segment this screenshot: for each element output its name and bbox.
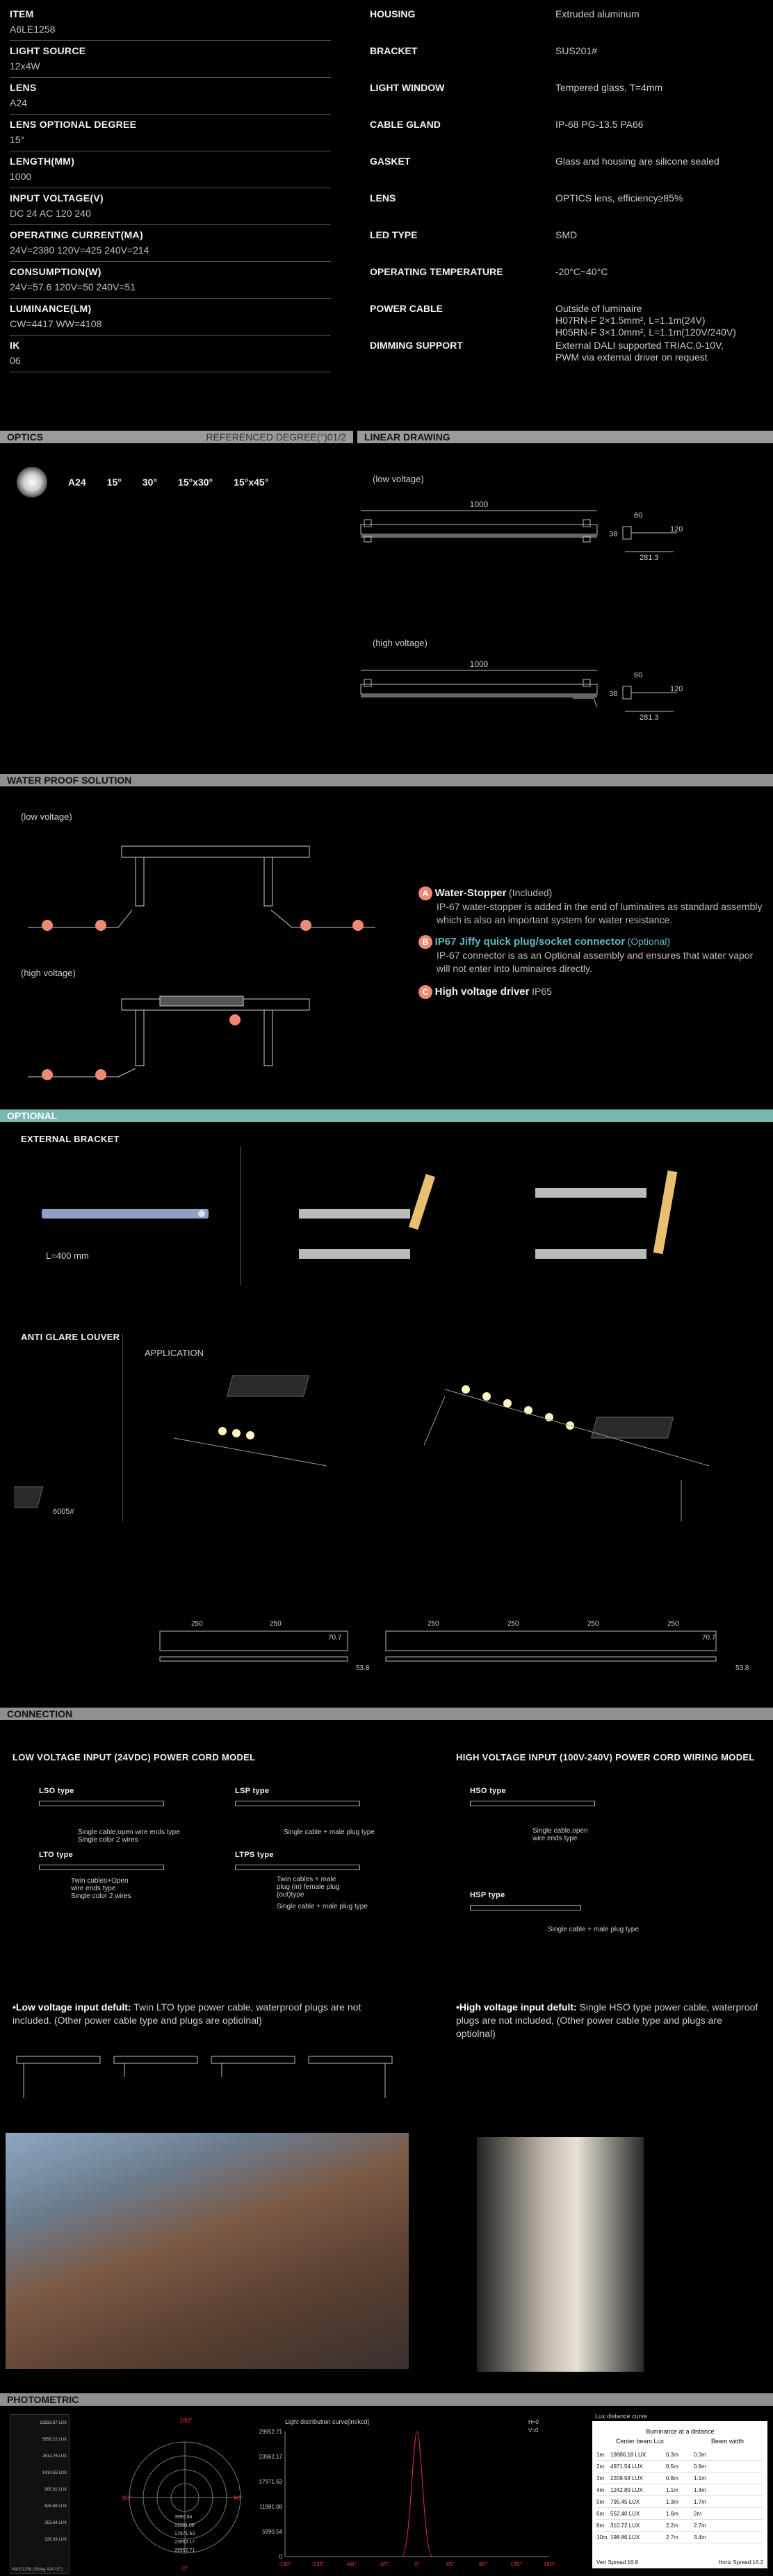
lux-cell: 1.7m xyxy=(694,2498,706,2505)
d250-f: 250 xyxy=(667,1620,679,1628)
louver-dims xyxy=(153,1605,765,1681)
distribution-curve xyxy=(250,2414,584,2574)
spec-label: ITEM xyxy=(10,8,34,19)
lto-label: LTO type xyxy=(39,1851,74,1859)
louver-drawing xyxy=(14,1362,772,1619)
lux-row xyxy=(596,2484,763,2496)
wp-a-sub: (Included) xyxy=(509,887,553,898)
lux-cell: 0.3m xyxy=(694,2451,706,2458)
application-label: APPLICATION xyxy=(145,1348,204,1358)
marker-a-icon: A xyxy=(418,886,432,900)
lsp-label: LSP type xyxy=(235,1787,270,1795)
lux-cell: 2.2m xyxy=(666,2522,678,2529)
y-tick: 17971.63 xyxy=(259,2479,282,2485)
lux-cell: 0.9m xyxy=(694,2463,706,2470)
optional-bar xyxy=(0,1109,773,1122)
high-title: HIGH VOLTAGE INPUT (100V-240V) POWER CORD WIRING MODEL xyxy=(456,1752,755,1762)
lux-cell: 3m xyxy=(596,2475,605,2482)
wp-c-sub: IP65 xyxy=(532,986,552,997)
h0: H=0 xyxy=(528,2419,539,2425)
hso-fixture xyxy=(470,1801,595,1806)
center-label: Center beam Lux xyxy=(615,2438,665,2445)
pv3: 23962.17 xyxy=(174,2540,195,2545)
lux-cell: 1242.89 LUX xyxy=(610,2486,643,2493)
lux-row xyxy=(596,2520,763,2532)
lto-text: Twin cables+Open wire ends type Single color 2 wires xyxy=(71,1877,131,1900)
spec-value: DC 24 AC 120 240 xyxy=(10,208,91,219)
side-lux-value: 2514.76 LUX xyxy=(42,2454,67,2459)
vspread: Vert Spread:16.8 xyxy=(596,2559,639,2566)
d538-b: 53.8 xyxy=(735,1665,749,1672)
hso-label: HSO type xyxy=(470,1787,506,1795)
x-tick: 135° xyxy=(510,2561,522,2568)
wp-a-title: Water-Stopper xyxy=(434,887,507,899)
spec-right-row xyxy=(370,79,759,116)
linear-high-drawing xyxy=(361,659,683,722)
spec-label: CABLE GLAND xyxy=(370,119,441,130)
connection-title: CONNECTION xyxy=(7,1708,73,1719)
spec-label: LENGTH(MM) xyxy=(10,156,75,167)
conn-lto xyxy=(39,1851,164,1900)
linear-title: LINEAR DRAWING xyxy=(364,431,450,443)
d60-high: 60 xyxy=(634,671,643,679)
lux-row xyxy=(596,2532,763,2543)
spec-label: CONSUMPTION(W) xyxy=(10,266,101,277)
lux-row xyxy=(596,2449,763,2461)
lens-thumbnail xyxy=(17,467,47,497)
spec-value: Tempered glass, T=4mm xyxy=(555,82,663,93)
low-note xyxy=(13,2001,374,2027)
lso-label: LSO type xyxy=(39,1787,74,1795)
hsp-fixture xyxy=(470,1905,581,1910)
d281-high: 281.3 xyxy=(640,713,659,722)
low-title: LOW VOLTAGE INPUT (24VDC) POWER CORD MODEL xyxy=(13,1752,256,1762)
spec-label: LIGHT SOURCE xyxy=(10,45,86,56)
lux-cell: 1.1m xyxy=(694,2475,706,2482)
spec-label: IK xyxy=(10,340,20,351)
spec-label: GASKET xyxy=(370,156,411,167)
d250-e: 250 xyxy=(587,1620,599,1628)
spec-value: IP-68 PG-13.5 PA66 xyxy=(555,119,644,130)
lux-cell: 0.3m xyxy=(666,2451,678,2458)
spec-value: External DALI supported TRIAC,0-10V, PWM via external driver on request xyxy=(555,340,724,363)
spec-value: SMD xyxy=(555,229,578,240)
polar-right: 90° xyxy=(234,2495,243,2502)
lux-cell: 1.4m xyxy=(694,2486,706,2493)
wp-b-title: IP67 Jiffy quick plug/socket connector xyxy=(434,936,626,948)
conn-hsp xyxy=(470,1891,639,1933)
lto-fixture xyxy=(39,1865,164,1870)
conn-hso xyxy=(470,1787,595,1842)
optics-deg-0: 15° xyxy=(106,477,122,488)
polar-diagram xyxy=(122,2414,247,2574)
spec-label: DIMMING SUPPORT xyxy=(370,340,463,351)
lux-cell: 3.4m xyxy=(694,2534,706,2541)
d250-c: 250 xyxy=(428,1620,439,1628)
waterproof-bar xyxy=(0,774,773,786)
side-lux-value: 226.33 LUX xyxy=(44,2538,67,2542)
lux-cell: 0.5m xyxy=(666,2463,678,2470)
d538-a: 53.8 xyxy=(356,1665,370,1672)
lux-cell: 19886.18 LUX xyxy=(610,2451,646,2458)
spec-label: OPERATING CURRENT(MA) xyxy=(10,229,143,240)
lso-text: Single cable,open wire ends type Single color 2 wires xyxy=(78,1828,180,1844)
lsp-text: Single cable + male plug type xyxy=(284,1828,375,1836)
spec-right-row xyxy=(370,226,759,263)
connection-bar xyxy=(0,1708,773,1720)
beam-label: Beam width xyxy=(710,2438,744,2445)
d707-a: 70.7 xyxy=(328,1634,342,1642)
spec-right-row xyxy=(370,6,759,42)
spec-value: CW=4417 WW=4108 xyxy=(10,318,102,329)
spec-right-row xyxy=(370,337,759,374)
lux-title: Lux distance curve xyxy=(595,2413,648,2420)
wp-c-title: High voltage driver xyxy=(434,986,530,998)
lux-cell: 5m xyxy=(596,2498,605,2505)
wp-high-label: (high voltage) xyxy=(21,968,76,978)
spec-value: Outside of luminaire H07RN-F 2×1.5mm², L=1.1m(24V) H05RN-F 3×1.0mm², L=1.1m(120V/240V) xyxy=(555,303,736,338)
x-tick: 0° xyxy=(414,2561,420,2568)
product-photo xyxy=(477,2137,644,2372)
y-tick: 0 xyxy=(279,2554,282,2560)
spec-left xyxy=(10,4,331,372)
lux-cell: 4971.54 LUX xyxy=(610,2463,643,2470)
high-note xyxy=(456,2001,762,2040)
installation-photo xyxy=(6,2133,409,2369)
side-lux-value: 5658.22 LUX xyxy=(42,2438,67,2442)
louver-code: 6005# xyxy=(53,1508,74,1516)
spec-right-row xyxy=(370,153,759,190)
ltps-fixture xyxy=(235,1865,360,1870)
bracket-drawing xyxy=(28,1195,236,1250)
hspread: Horiz Spread:16.2 xyxy=(718,2559,763,2566)
spec-label: INPUT VOLTAGE(V) xyxy=(10,192,104,204)
conn-lsp xyxy=(235,1787,375,1836)
polar-bottom: 0° xyxy=(182,2565,188,2572)
pv0: 3990.54 xyxy=(174,2515,193,2520)
spec-label: LIGHT WINDOW xyxy=(370,82,445,93)
d281-low: 281.3 xyxy=(640,554,659,562)
spec-value: Extruded aluminum xyxy=(555,8,640,19)
polar-top: 180° xyxy=(179,2417,193,2424)
spec-left-row xyxy=(10,115,331,151)
spec-left-row xyxy=(10,4,331,41)
lux-cell: 795.45 LUX xyxy=(610,2498,640,2505)
lux-cell: 8m xyxy=(596,2522,605,2529)
lso-fixture xyxy=(39,1801,164,1806)
spec-label: LENS OPTIONAL DEGREE xyxy=(10,119,137,130)
lux-cell: 10m xyxy=(596,2534,608,2541)
spec-label: LUMINANCE(LM) xyxy=(10,303,92,314)
hsp-label: HSP type xyxy=(470,1891,505,1899)
bracket-3d xyxy=(292,1167,709,1278)
low-note-text: Twin LTO type power cable, waterproof plugs are not included. (Other power cable type and plugs are optiolnal) xyxy=(13,2001,361,2026)
spec-value: 1000 xyxy=(10,171,32,182)
d250-d: 250 xyxy=(507,1620,519,1628)
lux-cell: 1m xyxy=(596,2451,605,2458)
lux-cell: 6m xyxy=(596,2510,605,2517)
x-tick: 90° xyxy=(478,2561,488,2568)
lsp-fixture xyxy=(235,1801,360,1806)
waterproof-drawing xyxy=(14,834,403,1091)
high-note-b: •High voltage input defult: xyxy=(456,2001,577,2013)
divider xyxy=(240,1146,241,1285)
lux-panel xyxy=(592,2413,767,2568)
side-lux-value: 1414.55 LUX xyxy=(42,2471,67,2475)
curve-axes xyxy=(285,2431,549,2557)
len-high: 1000 xyxy=(469,659,489,669)
lux-sub: Illuminance at a distance xyxy=(645,2428,715,2435)
d60-low: 60 xyxy=(634,511,643,520)
louver-label: ANTI GLARE LOUVER xyxy=(21,1332,120,1342)
wp-note-b xyxy=(418,935,766,975)
lux-cell: 198.86 LUX xyxy=(610,2534,640,2541)
v0: V=0 xyxy=(528,2427,539,2434)
d707-b: 70.7 xyxy=(702,1634,716,1642)
bracket-length: L=400 mm xyxy=(46,1250,89,1261)
conn-lso xyxy=(39,1787,180,1844)
optics-row xyxy=(17,467,350,497)
spec-left-row xyxy=(10,336,331,372)
curve-title: Light distribution curve[lm/kcd] xyxy=(285,2418,370,2425)
spec-value: 12x4W xyxy=(10,60,40,72)
spec-label: POWER CABLE xyxy=(370,303,443,314)
hsp-text: Single cable + male plug type xyxy=(548,1926,639,1933)
spec-value: SUS201# xyxy=(555,45,597,56)
ltps-text2: Single cable + male plug type xyxy=(277,1903,368,1910)
spec-label: HOUSING xyxy=(370,8,416,19)
spec-label: OPERATING TEMPERATURE xyxy=(370,266,503,277)
lux-cell: 310.72 LUX xyxy=(610,2522,640,2529)
lux-cell: 2209.58 LUX xyxy=(610,2475,643,2482)
spec-value: OPTICS lens, efficiency≥85% xyxy=(555,192,683,204)
spec-left-row xyxy=(10,299,331,336)
lux-cell: 2.7m xyxy=(694,2522,706,2529)
optics-deg-2: 15°x30° xyxy=(178,477,213,488)
lux-cell: 2m xyxy=(596,2463,605,2470)
lux-cell: 1.1m xyxy=(666,2486,678,2493)
conn-ltps xyxy=(235,1851,368,1910)
lux-cell: 2.7m xyxy=(666,2534,678,2541)
x-tick: 45° xyxy=(446,2561,455,2568)
photometric-bar xyxy=(0,2393,773,2406)
d250-a: 250 xyxy=(191,1620,203,1628)
lux-cell: 2m xyxy=(694,2510,702,2517)
lux-cell: 4m xyxy=(596,2486,605,2493)
linear-high-label: (high voltage) xyxy=(373,638,428,648)
pv4: 29952.71 xyxy=(174,2548,195,2553)
marker-c-icon: C xyxy=(418,985,432,999)
waterproof-title: WATER PROOF SOLUTION xyxy=(7,775,132,786)
lux-cell: 552.40 LUX xyxy=(610,2510,640,2517)
optics-deg-3: 15°x45° xyxy=(234,477,269,488)
spec-left-row xyxy=(10,262,331,299)
x-tick: -180° xyxy=(278,2561,292,2568)
side-footer: A6LE1258 (15deg A24 15°) xyxy=(12,2568,63,2572)
lux-cell: 0.8m xyxy=(666,2475,678,2482)
spec-value: 24V=57.6 120V=50 240V=51 xyxy=(10,281,136,292)
wp-b-sub: (Optional) xyxy=(627,936,671,947)
d120-low: 120 xyxy=(670,525,683,534)
side-lux-panel xyxy=(10,2414,70,2574)
photometric-title: PHOTOMETRIC xyxy=(7,2394,79,2405)
spec-right-row xyxy=(370,263,759,300)
spec-label: LENS xyxy=(370,192,396,204)
wp-a-text: IP-67 water-stopper is added in the end of luminaires as standard assembly which is also an important system for water resistance. xyxy=(437,901,763,925)
ext-bracket-label: EXTERNAL BRACKET xyxy=(21,1134,120,1144)
wp-note-a xyxy=(418,886,766,927)
spec-left-row xyxy=(10,41,331,78)
spec-left-row xyxy=(10,78,331,115)
spec-right-row xyxy=(370,300,759,337)
optics-deg-1: 30° xyxy=(142,477,158,488)
polar-left: 90° xyxy=(122,2495,132,2502)
high-note-text: Single HSO type power cable, waterproof plugs are not included, (Other power cable type and plugs are optiolnal) xyxy=(456,2001,758,2039)
d250-b: 250 xyxy=(270,1620,282,1628)
lux-row xyxy=(596,2496,763,2508)
side-lux-value: 628.69 LUX xyxy=(44,2504,67,2509)
spec-label: LENS xyxy=(10,82,37,93)
ltps-label: LTPS type xyxy=(235,1851,274,1859)
d38-high: 38 xyxy=(609,690,618,698)
spec-label: BRACKET xyxy=(370,45,418,56)
len-low: 1000 xyxy=(469,499,489,509)
wp-b-text: IP-67 connector is as an Optional assembly and ensures that water vapor will not enter into luminaires directly. xyxy=(437,950,754,974)
lux-row xyxy=(596,2472,763,2484)
spec-value: A24 xyxy=(10,97,27,108)
d38-low: 38 xyxy=(609,530,618,538)
spec-right-row xyxy=(370,42,759,79)
lux-cell: 1.6m xyxy=(666,2510,678,2517)
y-tick: 29952.71 xyxy=(259,2429,282,2435)
x-tick: -135° xyxy=(311,2561,325,2568)
conn-chain xyxy=(10,2049,399,2105)
lux-row xyxy=(596,2508,763,2520)
optics-ref: REFERENCED DEGREE(°)01/2 xyxy=(206,431,346,443)
optional-title: OPTIONAL xyxy=(7,1110,58,1121)
spec-value: A6LE1258 xyxy=(10,24,56,35)
side-lux-value: 353.64 LUX xyxy=(44,2521,67,2525)
spec-value: 15° xyxy=(10,134,25,145)
lux-row xyxy=(596,2461,763,2472)
low-note-b: •Low voltage input defult: xyxy=(13,2001,131,2013)
spec-value: Glass and housing are silicone sealed xyxy=(555,156,719,167)
d120-high: 120 xyxy=(670,685,683,693)
spec-right-row xyxy=(370,190,759,226)
spec-left-row xyxy=(10,188,331,225)
ltps-text: Twin cables + male plug (in) female plug (out)type xyxy=(277,1876,340,1899)
x-tick: -90° xyxy=(345,2561,357,2568)
linear-low-drawing xyxy=(361,499,683,562)
x-tick: -45° xyxy=(379,2561,389,2568)
spec-left-row xyxy=(10,225,331,262)
wp-low-label: (low voltage) xyxy=(21,811,72,822)
optics-bar xyxy=(0,431,353,443)
spec-left-row xyxy=(10,151,331,188)
spec-value: 24V=2380 120V=425 240V=214 xyxy=(10,245,149,256)
spec-right-row xyxy=(370,116,759,153)
side-lux-value: 22632.87 LUX xyxy=(40,2421,67,2425)
spec-value: 06 xyxy=(10,355,21,366)
pv2: 17971.63 xyxy=(174,2532,195,2536)
pv1: 11981.08 xyxy=(174,2523,195,2528)
spec-label: LED TYPE xyxy=(370,229,418,240)
linear-low-label: (low voltage) xyxy=(373,474,424,484)
linear-drawing xyxy=(357,486,773,764)
spec-right xyxy=(370,6,759,374)
y-tick: 5990.54 xyxy=(262,2529,282,2535)
wp-note-c xyxy=(418,985,766,999)
lux-cell: 1.3m xyxy=(666,2498,678,2505)
wp-notes xyxy=(418,886,766,999)
optics-lens: A24 xyxy=(68,477,86,488)
marker-b-icon: B xyxy=(418,935,432,949)
y-tick: 23962.17 xyxy=(259,2454,282,2460)
hso-text: Single cable,open wire ends type xyxy=(532,1827,588,1842)
side-lux-value: 905.31 LUX xyxy=(44,2488,67,2492)
spec-value: -20°C~40°C xyxy=(555,266,608,277)
x-tick: 180° xyxy=(543,2561,555,2568)
distribution-line xyxy=(402,2431,432,2557)
optics-title: OPTICS xyxy=(7,431,44,443)
y-tick: 11981.08 xyxy=(259,2504,282,2510)
linear-bar xyxy=(357,431,773,443)
